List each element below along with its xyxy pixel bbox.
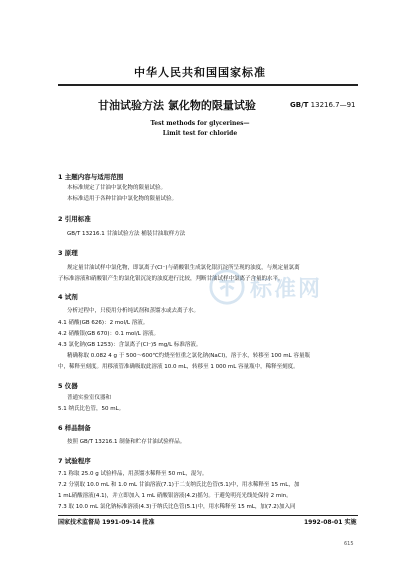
- section-6-text-1: 按照 GB/T 13216.1 制备和贮存甘油试验样品。: [67, 439, 186, 445]
- section-3-text-1: 规定量甘油试样中氯化物，即氯离子(Cl⁻)与硝酸银生成氯化银沉淀所呈现的浊度，与规定量氯离: [67, 265, 300, 271]
- section-2-heading: 2 引用标准: [58, 215, 91, 223]
- section-1-text-2: 本标准适用于各种甘油中氯化物的限量试验。: [67, 196, 178, 202]
- section-7-2-line-2: 1 mL硝酸溶液(4.1)，并立即加入 1 mL 硝酸银溶液(4.2)摇匀。于避免明亮光线处保持 2 min。: [58, 493, 292, 499]
- document-title: 甘油试验方法 氯化物的限量试验: [98, 99, 256, 112]
- top-rule: [58, 84, 358, 86]
- section-7-1: 7.1 称取 25.0 g 试验样品，用蒸馏水稀释至 50 mL，混匀。: [58, 471, 208, 477]
- watermark-logo-icon: [208, 268, 246, 306]
- page-number: 615: [344, 541, 354, 547]
- bottom-rule: [58, 515, 358, 516]
- section-4-2: 4.2 硝酸银(GB 670)：0.1 mol/L 溶液。: [58, 331, 159, 337]
- section-4-1: 4.1 硝酸(GB 626)：2 mol/L 溶液。: [58, 320, 149, 326]
- section-1-heading: 1 主题内容与适用范围: [58, 173, 124, 181]
- english-title-line-1: Test methods for glycerines—: [150, 120, 250, 127]
- section-7-heading: 7 试验程序: [58, 457, 91, 465]
- section-5-1: 5.1 纳氏比色管，50 mL。: [58, 406, 125, 412]
- section-7-3-line-1: 7.3 取 10.0 mL 氯化钠标准溶液(4.3)于纳氏比色管(5.1)中，用水稀释至 15 mL，加(7.2)加入同: [58, 504, 296, 510]
- section-4-3: 4.3 氯化钠(GB 1253)：含氯离子(Cl⁻)5 mg/L 标准溶液。: [58, 342, 202, 348]
- section-5-heading: 5 仪器: [58, 382, 78, 390]
- section-4-heading: 4 试剂: [58, 293, 78, 301]
- implementation-date: 1992-08-01 实施: [304, 519, 357, 526]
- section-4-intro: 分析过程中，只使用分析纯试剂和蒸馏水或去离子水。: [67, 308, 200, 314]
- watermark-text: 标准网: [250, 277, 323, 302]
- section-3-heading: 3 原理: [58, 249, 78, 257]
- section-5-intro: 普通实验室仪器和: [67, 395, 112, 401]
- english-title-line-2: Limit test for chloride: [162, 130, 238, 137]
- section-4-3-line-2: 精确称取 0.082 4 g 于 500～600℃灼烧至恒重之氯化钠(NaCl)，溶于水，转移至 100 mL 容量瓶: [67, 353, 310, 359]
- standard-prefix: GB/T: [290, 101, 309, 109]
- section-4-3-line-3: 中，稀释至刻度。用移液管准确吸取此溶液 10.0 mL，转移至 1 000 mL 容量瓶中，稀释至刻度。: [58, 364, 299, 370]
- section-3-text-2: 子标准溶液和硝酸银产生的氯化银沉淀的浊度进行比较，判断甘油试样中氯离子含量的水平。: [58, 276, 284, 282]
- standard-title: 中华人民共和国国家标准: [134, 66, 266, 79]
- section-7-2-line-1: 7.2 分别取 10.0 mL 和 1.0 mL 甘油溶液(7.1)于二支纳氏比色管(5.1)中，用水稀释至 15 mL，加: [58, 482, 300, 488]
- approval-date: 国家技术监督局 1991-09-14 批准: [58, 519, 155, 526]
- section-2-text-1: GB/T 13216.1 甘油试验方法 桶装甘油取样方法: [67, 231, 186, 237]
- watermark: [208, 266, 338, 310]
- section-6-heading: 6 样品制备: [58, 424, 91, 432]
- standard-number: [290, 101, 356, 109]
- standard-code: 13216.7—91: [310, 101, 356, 109]
- section-1-text-1: 本标准规定了甘油中氯化物的限量试验。: [67, 185, 167, 191]
